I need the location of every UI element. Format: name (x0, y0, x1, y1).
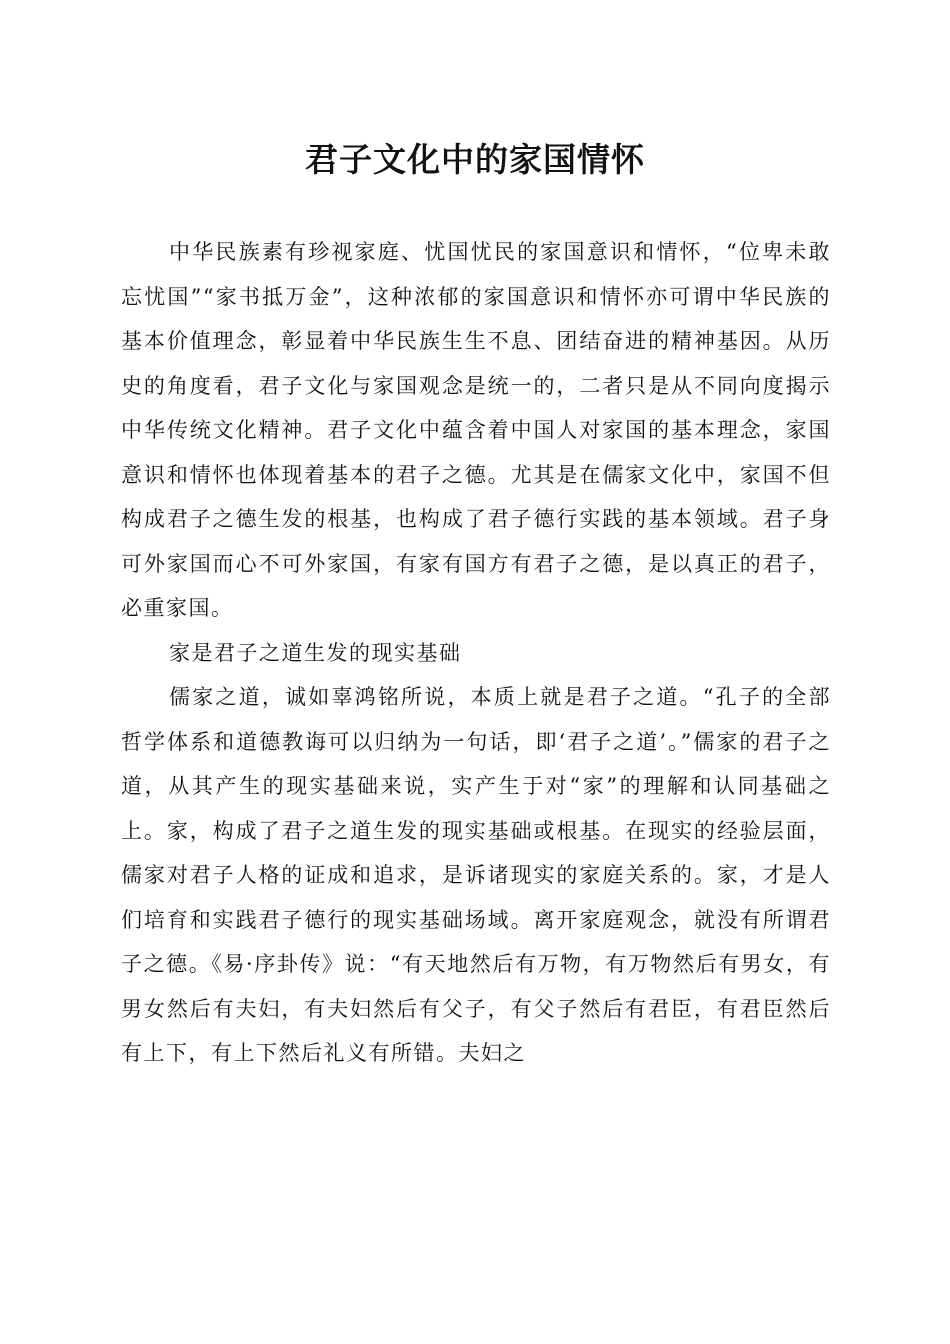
section-heading: 家是君子之道生发的现实基础 (169, 640, 462, 665)
document-body (121, 230, 831, 1076)
document-title: 君子文化中的家国情怀 (305, 140, 645, 179)
paragraph-family-foundation: 儒家之道，诚如辜鸿铭所说，本质上就是君子之道。“孔子的全部哲学体系和道德教诲可以归纳为一句话，即‘君子之道’。”儒家的君子之道，从其产生的现实基础来说，实产生于对“家”的理解和认同基础之上。家，构成了君子之道生发的现实基础或根基。在现实的经验层面，儒家对君子人格的证成和追求，是诉诸现实的家庭关系的。家，才是人们培育和实践君子德行的现实基础场域。离开家庭观念，就没有所谓君子之德。《易·序卦传》说：“有天地然后有万物，有万物然后有男女，有男女然后有夫妇，有夫妇然后有父子，有父子然后有君臣，有君臣然后有上下，有上下然后礼义有所错。夫妇之 (121, 685, 831, 1065)
paragraph-intro: 中华民族素有珍视家庭、忧国忧民的家国意识和情怀，“位卑未敢忘忧国”“家书抵万金”，这种浓郁的家国意识和情怀亦可谓中华民族的基本价值理念，彰显着中华民族生生不息、团结奋进的精神基因。从历史的角度看，君子文化与家国观念是统一的，二者只是从不同向度揭示中华传统文化精神。君子文化中蕴含着中国人对家国的基本理念，家国意识和情怀也体现着基本的君子之德。尤其是在儒家文化中，家国不但构成君子之德生发的根基，也构成了君子德行实践的基本领域。君子身可外家国而心不可外家国，有家有国方有君子之德，是以真正的君子，必重家国。 (121, 240, 831, 620)
